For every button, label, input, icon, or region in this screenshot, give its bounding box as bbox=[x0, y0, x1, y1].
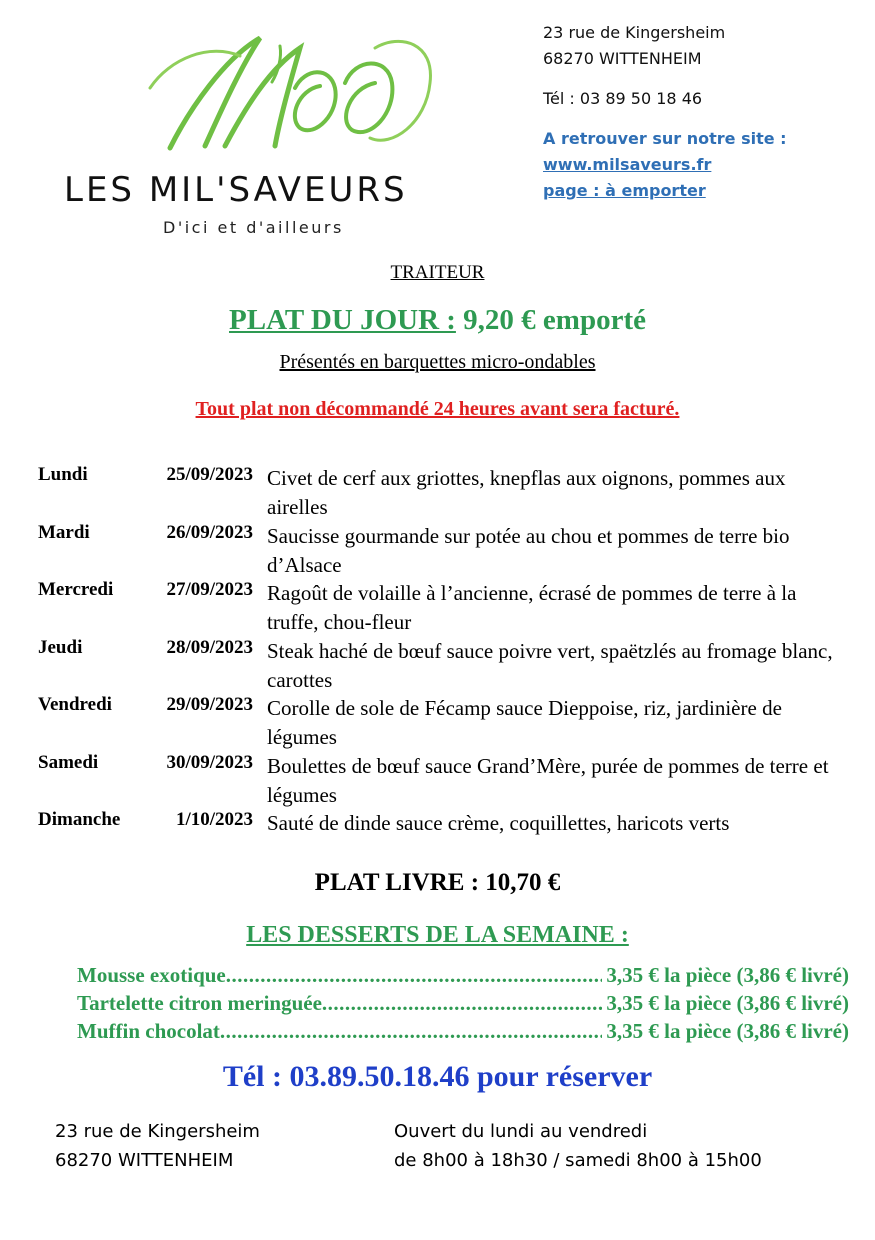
menu-row bbox=[38, 522, 848, 580]
footer-address-line1: 23 rue de Kingersheim bbox=[55, 1121, 260, 1142]
brand-tagline: D'ici et d'ailleurs bbox=[163, 218, 344, 237]
desserts-list bbox=[77, 961, 849, 1045]
dessert-name: Mousse exotique bbox=[77, 963, 226, 987]
menu-date: 26/09/2023 bbox=[166, 521, 253, 543]
plat-du-jour-label: PLAT DU JOUR : bbox=[229, 304, 456, 336]
dot-leader bbox=[322, 989, 602, 1017]
site-link[interactable]: www.milsaveurs.fr bbox=[543, 155, 712, 174]
site-intro: A retrouver sur notre site : bbox=[543, 129, 787, 148]
header-contact bbox=[543, 20, 863, 204]
menu-date: 25/09/2023 bbox=[166, 464, 253, 485]
menu-day: Jeudi bbox=[38, 636, 83, 658]
dessert-item bbox=[77, 961, 849, 989]
menu-day: Vendredi bbox=[38, 694, 112, 715]
menu-date: 29/09/2023 bbox=[166, 694, 253, 715]
brand-name: LES MIL'SAVEURS bbox=[64, 170, 408, 210]
footer-address bbox=[55, 1117, 260, 1175]
section-title: TRAITEUR bbox=[390, 262, 485, 283]
dessert-name: Muffin chocolat bbox=[77, 1019, 220, 1043]
dessert-item bbox=[77, 989, 849, 1017]
menu-row bbox=[38, 694, 848, 752]
menu-row bbox=[38, 464, 848, 522]
phone-number: Tél : 03 89 50 18 46 bbox=[543, 89, 703, 108]
dessert-item bbox=[77, 1017, 849, 1045]
dessert-price: 3,35 € la pièce (3,86 € livré) bbox=[606, 991, 849, 1015]
menu-dish: Civet de cerf aux griottes, knepflas aux oignons, pommes aux airelles bbox=[267, 466, 786, 519]
address-line1: 23 rue de Kingersheim bbox=[543, 23, 726, 42]
menu-dish: Sauté de dinde sauce crème, coquillettes, haricots verts bbox=[267, 811, 730, 835]
desserts-title: LES DESSERTS DE LA SEMAINE : bbox=[246, 922, 629, 948]
dessert-price: 3,35 € la pièce (3,86 € livré) bbox=[606, 963, 849, 987]
weekly-menu bbox=[38, 464, 848, 867]
menu-row bbox=[38, 637, 848, 695]
footer-hours-line1: Ouvert du lundi au vendredi bbox=[394, 1121, 648, 1142]
menu-date: 30/09/2023 bbox=[166, 751, 253, 773]
plat-du-jour-price: 9,20 € emporté bbox=[463, 304, 646, 336]
dot-leader bbox=[226, 961, 603, 989]
menu-dish: Ragoût de volaille à l’ancienne, écrasé de pommes de terre à la truffe, chou-fleur bbox=[267, 581, 797, 634]
menu-date: 28/09/2023 bbox=[166, 636, 253, 658]
menu-day: Mercredi bbox=[38, 579, 114, 600]
dot-leader bbox=[220, 1017, 602, 1045]
plat-du-jour-heading bbox=[0, 304, 875, 337]
menu-dish: Steak haché de bœuf sauce poivre vert, spaëtzlés au fromage blanc, carottes bbox=[267, 638, 833, 692]
menu-dish: Corolle de sole de Fécamp sauce Dieppoise, riz, jardinière de légumes bbox=[267, 696, 782, 749]
menu-day: Samedi bbox=[38, 751, 99, 773]
menu-row bbox=[38, 579, 848, 637]
reservation-phone: Tél : 03.89.50.18.46 pour réserver bbox=[222, 1060, 653, 1093]
packaging-note: Présentés en barquettes micro-ondables bbox=[279, 351, 596, 373]
footer-address-line2: 68270 WITTENHEIM bbox=[55, 1150, 234, 1171]
dessert-price: 3,35 € la pièce (3,86 € livré) bbox=[606, 1019, 849, 1043]
menu-day: Mardi bbox=[38, 521, 90, 543]
menu-dish: Saucisse gourmande sur potée au chou et pommes de terre bio d’Alsace bbox=[267, 523, 790, 577]
brand-logo bbox=[60, 28, 480, 243]
footer-hours-line2: de 8h00 à 18h30 / samedi 8h00 à 15h00 bbox=[394, 1150, 762, 1171]
menu-row bbox=[38, 752, 848, 810]
address-line2: 68270 WITTENHEIM bbox=[543, 49, 702, 68]
logo-mark-icon bbox=[130, 28, 450, 158]
dessert-name: Tartelette citron meringuée bbox=[77, 991, 322, 1015]
menu-date: 27/09/2023 bbox=[166, 579, 253, 600]
footer-hours bbox=[394, 1117, 762, 1175]
menu-day: Dimanche bbox=[38, 809, 121, 830]
menu-date: 1/10/2023 bbox=[175, 809, 253, 830]
menu-row bbox=[38, 809, 848, 867]
takeaway-page-link[interactable]: page : à emporter bbox=[543, 181, 706, 200]
menu-dish: Boulettes de bœuf sauce Grand’Mère, purée de pommes de terre et légumes bbox=[267, 753, 829, 807]
menu-day: Lundi bbox=[38, 464, 88, 485]
plat-livre-price: PLAT LIVRE : 10,70 € bbox=[314, 869, 561, 896]
cancellation-warning: Tout plat non décommandé 24 heures avant sera facturé. bbox=[195, 398, 680, 420]
